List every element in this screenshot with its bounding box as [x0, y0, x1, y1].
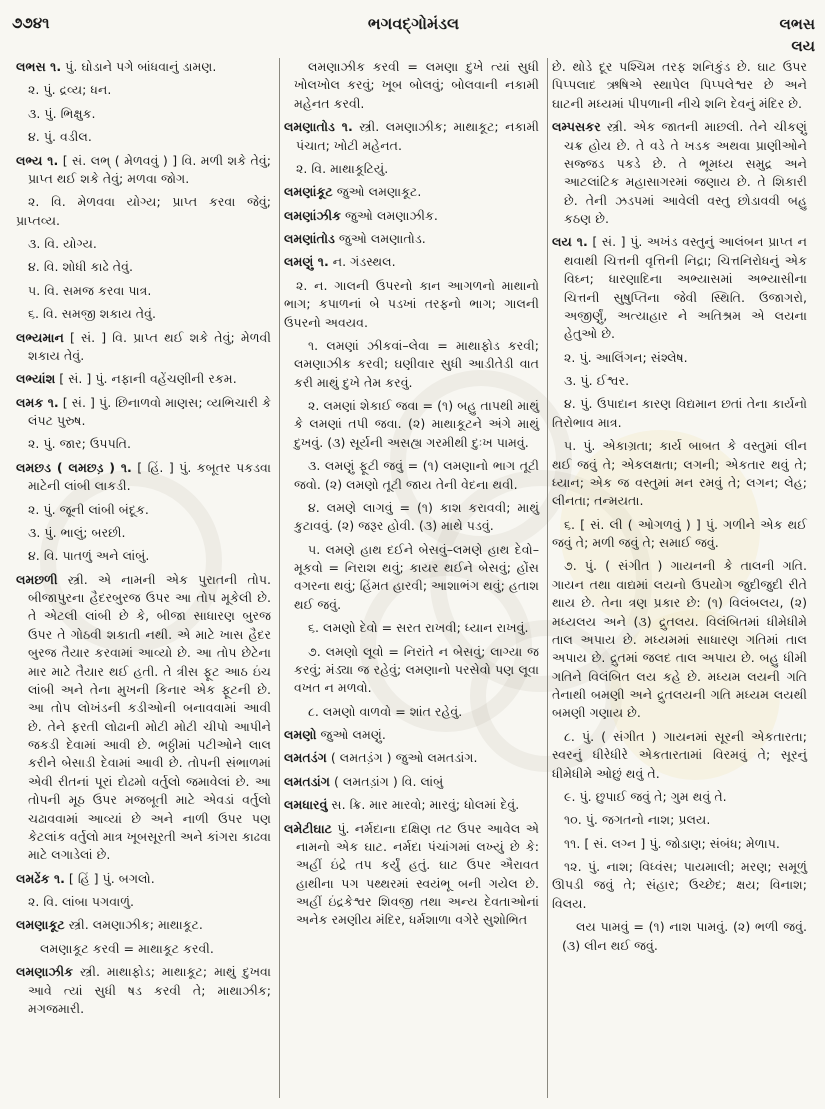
page-title: ભગવદ્ગોમંડલ [367, 14, 460, 33]
dictionary-entry: લમણાકૂટ સ્ત્રી. લમણાઝીક; માથાકૂટ. [16, 917, 203, 933]
dictionary-entry: લમણાંઝીક જુઓ લમણાઝીક. [284, 207, 438, 223]
headword: લમધારવું [284, 797, 328, 813]
dictionary-entry: લમછડ ( લમછડ઼ ) ૧. [ હિં. ] પું. કબૂતર પકડવા માટેની લાંબી લાકડી. [16, 459, 271, 494]
dictionary-paragraph: ૩. પું. ભિક્ષુક. [28, 105, 96, 121]
dictionary-paragraph: ૪. પું. ઉપાદાન કારણ વિદ્યમાન છતાં તેના કાર્યનો તિરોભાવ માત્ર. [552, 396, 807, 430]
headword: લમતડંગ [284, 750, 327, 766]
dictionary-paragraph: ૨. પું. આલિંગન; સંશ્લેષ. [564, 349, 688, 365]
headword: લમણું ૧. [284, 254, 329, 270]
headword: લમણાંઝીક [284, 207, 341, 223]
dictionary-entry: લભ્યાંશ [ સં. ] પું. નફાની વહેંચણીની રકમ. [16, 371, 237, 387]
dictionary-paragraph: લય પામવું = (૧) નાશ પામવું. (૨) ભળી જવું. (૩) લીન થઈ જવું. [562, 919, 807, 953]
dictionary-entry: લમણાંકૂટ જુઓ લમણાકૂટ. [284, 184, 422, 200]
dictionary-paragraph: ૪. લમણે લાગવું = (૧) કાશ કરાવવી; માથું કુટાવવું. (૨) જરૂર હોવી. (૩) માથે પડવું. [294, 499, 539, 534]
headword: લમણાકૂટ [16, 917, 65, 933]
headword: લભસ ૧. [16, 59, 62, 74]
headword: લમેટીઘાટ [284, 820, 332, 836]
dictionary-paragraph: ૪. વિ. શોધી કાઢે તેવું. [28, 259, 133, 275]
dictionary-paragraph: ૨. પું. જાર; ઉપપતિ. [28, 436, 131, 452]
dictionary-paragraph: ૫. લમણે હાથ દઈને બેસવું–લમણે હાથ દેવો–મૂકવો = નિરાશ થવું; કાયર થઈને બેસવું; હોંસ વગરના થવું; હિંમત હારવી; આશાભંગ થવું; હતાશ થઈ જવું. [294, 541, 539, 612]
headword: લમણો [284, 727, 317, 742]
dictionary-paragraph: ૧. લમણાં ઝીકવાં–લેવા = માથાફોડ કરવી; લમણાઝીક કરવી; ઘણીવાર સુધી આડીતેડી વાત કરી માથું દુખે તેમ કરવું. [294, 337, 539, 390]
dictionary-paragraph: ૯. પું. છુપાઈ જવું તે; ગુમ થવું તે. [564, 788, 727, 804]
dictionary-paragraph: ૨. વિ. લાંબા પગવાળું. [28, 894, 135, 909]
dictionary-entry: લમણો જુઓ લમણું. [284, 727, 386, 742]
dictionary-paragraph: ૧૧. [ સં. લગ્ન ] પું. જોડાણ; સંબંધ; મેળાપ. [564, 835, 780, 851]
dictionary-paragraph: ૨. ન. ગાલની ઉપરનો કાન આગળનો માથાનો ભાગ; કપાળનાં બે પડખાં તરફનો ભાગ; ગાલની ઉપરનો અવયવ. [284, 277, 539, 330]
headword: લમક ૧. [16, 394, 59, 410]
dictionary-paragraph: ૨. પું. જૂની લાંબી બંદૂક. [28, 501, 149, 517]
headword: લભ્ય ૧. [16, 152, 59, 168]
dictionary-paragraph: ૭. લમણો લૂવો = નિરાંતે ન બેસવું; લાગ્યા જ કરવું; મંડ્યા જ રહેવું; લમણાનો પરસેવો પણ લૂવા વખત ન મળવો. [294, 643, 539, 696]
dictionary-entry: લમતડંગ ( લમતડ઼ંગ ) જુઓ લમતડાંગ. [284, 750, 478, 766]
dictionary-paragraph: ૨. લમણાં શેકાઈ જવા = (૧) બહુ તાપથી માથું કે લમણાં તપી જવા. (૨) માથાકૂટને અંગે માથું દુખવું. (૩) સૂર્યની અસહ્ય ગરમીથી દુઃખ પામવું. [294, 398, 539, 450]
dictionary-paragraph: ૧૨. પું. નાશ; વિધ્વંસ; પાયમાલી; મરણ; સમૂળું ઊપડી જવું તે; સંહાર; ઉચ્છેદ; ક્ષય; વિનાશ; વિલય. [552, 859, 807, 911]
dictionary-entry: લભ્યમાન [ સં. ] વિ. પ્રાપ્ત થઈ શકે તેવું; મેળવી શકાય તેવું. [16, 329, 271, 363]
dictionary-paragraph: લમણાકૂટ કરવી = માથાકૂટ કરવી. [40, 940, 214, 956]
text-columns [12, 58, 815, 1098]
headword: લમઢેંક ૧. [16, 870, 65, 886]
dictionary-paragraph: ૨. પું. દ્રવ્ય; ધન. [28, 82, 112, 98]
dictionary-paragraph: ૪. પું. વડીલ. [28, 129, 92, 145]
dictionary-paragraph: લમણાઝીક કરવી = લમણા દુખે ત્યાં સુધી ખોલખોલ કરવું; ખૂબ બોલવું; બોલવાની નકામી મહેનત કરવી. [294, 59, 539, 111]
headword: લમછળી [16, 571, 58, 587]
dictionary-paragraph: ૫. પું. એકાગ્રતા; કાર્ય બાબત કે વસ્તુમાં લીન થઈ જવું તે; એકલક્ષતા; લગની; એકતાર થવું તે; ધ્યાન; એક જ વસ્તુમાં મન રમવું તે; લગન; લેહ; લીનતા; તન્મયતા. [552, 438, 807, 509]
dictionary-entry: લમ્પસકર સ્ત્રી. એક જાતની માછલી. તેને ચીકણું ચક્ર હોય છે. તે વડે તે ખડક અથવા પ્રાણીઓને સજ્જડ પકડે છે. તે ભૂમધ્ય સમુદ્ર અને આટલાંટિક મહાસાગરમાં જણાય છે. તે શિકારી છે. તેની ઝડપમાં આવેલી વસ્તુ છોડાવવી બહુ કઠણ છે. [552, 119, 807, 226]
headword: લમણાતોડ ૧. [284, 119, 353, 135]
dictionary-entry: લમણાતોડ ૧. સ્ત્રી. લમણાઝીક; માથાકૂટ; નકામી પંચાત; ખોટી મહેનત. [284, 119, 539, 153]
headword: લભ્યાંશ [16, 371, 56, 387]
guide-words [695, 14, 815, 58]
dictionary-paragraph: ૨. વિ. માથાકૂટિયું. [296, 160, 389, 176]
headword: લય ૧. [552, 234, 588, 250]
dictionary-paragraph: ૩. પું. ઈશ્વર. [564, 373, 630, 388]
dictionary-paragraph: ૨. વિ. મેળવવા યોગ્ય; પ્રાપ્ત કરવા જેવું; પ્રાપ્તવ્ય. [16, 194, 271, 228]
dictionary-entry: લભ્ય ૧. [ સં. લભ્ ( મેળવવું ) ] વિ. મળી શકે તેવું; પ્રાપ્ત થઈ શકે તેવું; મળવા જોગ. [16, 152, 271, 186]
headword: લમછડ ( લમછડ઼ ) ૧. [16, 459, 132, 475]
headword: લમતડાંગ [284, 773, 330, 789]
headword: લભ્યમાન [16, 329, 64, 345]
dictionary-entry: લમઢેંક ૧. [ હિં ] પું. બગલો. [16, 870, 155, 886]
guide-word-bottom: લય [791, 36, 815, 55]
dictionary-paragraph: ૮. લમણો વાળવો = શાંત રહેવું. [308, 703, 463, 719]
dictionary-paragraph: ૫. વિ. સમજ કરવા પાત્ર. [28, 282, 152, 298]
column-1 [12, 58, 280, 1098]
dictionary-entry: લમધારવું સ. ક્રિ. માર મારવો; મારવું; ધોલમાં દેવું. [284, 797, 520, 813]
page-header [12, 14, 815, 58]
headword: લમ્પસકર [552, 119, 601, 135]
dictionary-paragraph: ૩. લમણું ફૂટી જવું = (૧) લમણાનો ભાગ તૂટી જવો. (૨) લમણો તૂટી જાય તેની વેદના થવી. [294, 458, 539, 492]
dictionary-entry: લય ૧. [ સં. ] પું. અખંડ વસ્તુનું આલંબન પ્રાપ્ત ન થવાથી ચિત્તની વૃત્તિની નિદ્રા; ચિત્તનિરોધનું એક વિઘ્ન; ધારણાદિના અભ્યાસમાં અભ્યાસીના ચિત્તની સુષુપ્તિના જેવી સ્થિતિ. ઉજાગરો, અજીર્ણું, અત્યાહાર ને અતિશ્રમ એ લયના હેતુઓ છે. [552, 234, 807, 342]
dictionary-paragraph: ૪. વિ. પાતળું અને લાંબું. [28, 548, 150, 564]
headword: લમણાંકૂટ [284, 184, 333, 200]
dictionary-entry: લમણાંતોડ જુઓ લમણાતોડ. [284, 231, 426, 246]
dictionary-paragraph: ૬. [ સં. લી ( ઓગળવું ) ] પું. ગળીને એક થઈ જવું તે; મળી જવું તે; સમાઈ જવું. [552, 516, 807, 550]
dictionary-entry: લમેટીઘાટ પું. નર્મદાના દક્ષિણ તટ ઉપર આવેલ એ નામનો એક ઘાટ. નર્મદા પંચાંગમાં લખ્યું છે કે: અહીં ઇંદ્રે તપ કર્યું હતું. ઘાટ ઉપર ઐરાવત હાથીના પગ પથ્થરમાં સ્વયંભૂ બની ગયેલ છે. અહીં ઇંદ્રકેશ્વર શિવજી તથા અન્ય દેવતાઓનાં અનેક રમણીય મંદિર, ધર્મશાળા વગેરે સુશોભિત [284, 820, 539, 928]
dictionary-entry: લમતડાંગ ( લમતડ઼ાંગ ) વિ. લાંબું [284, 773, 444, 789]
dictionary-entry: લમછળી સ્ત્રી. એ નામની એક પુરાતની તોપ. બીજાપુરના હૈદરબુરજ ઉપર આ તોપ મૂકેલી છે. તે એટલી લાંબી છે કે, બીજા સાધારણ બુરજ ઉપર તે ગોઠવી શકાતી નથી. એ માટે ખાસ હૈદર બુરજ તૈયાર કરવામાં આવ્યો છે. આ તોપ છેટેના માર માટે તૈયાર થઈ હતી. તે ત્રીસ ફૂટ આઠ ઇંચ લાંબી અને તેના મુખની કિનાર એક ફૂટની છે. આ તોપ લોખંડની કડીઓની બનાવવામાં આવી છે. તેને ફરતી લોઢાની મોટી મોટી ચીપો આપીને જકડી દેવામાં આવી છે. ભઠ્ઠીમાં પટીઓને લાલ કરીને બેસાડી દેવામાં આવી છે. તોપની સંભાળમાં એવી રીતનાં પૂરાં દોઢમો વર્તુલો જમાવેલાં છે. આ તોપની મૂઠ ઉપર મજબૂતી માટે એવડાં વર્તુલો ચઢાવવામાં આવ્યાં છે અને નાળી ઉપર પણ કેટલાંક વર્તુલો માત્ર ખૂબસૂરતી અને કાંગરા કાઢવા માટે લગાડેલાં છે. [16, 571, 271, 863]
dictionary-paragraph: ૧૦. પું. જગતનો નાશ; પ્રલય. [564, 812, 711, 828]
dictionary-paragraph: ૮. પું. ( સંગીત ) ગાયનમાં સૂરની એકતારતા; સ્વરનું ધીરેધીરે એકતારતામાં વિરમવું તે; સૂરનું ધીમેધીમે ઓછું થવું તે. [552, 728, 807, 781]
dictionary-paragraph: ૬. વિ. સમજી શકાય તેવું. [28, 306, 156, 322]
dictionary-paragraph: ૬. લમણો દેવો = સરત રાખવી; ધ્યાન રાખવું. [308, 620, 529, 636]
dictionary-entry: લમણું ૧. ન. ગંડસ્થલ. [284, 254, 396, 270]
page-number: ૭૭૪૧ [12, 14, 50, 32]
guide-word-top: લભસ [779, 15, 815, 33]
dictionary-paragraph: ૭. પું. ( સંગીત ) ગાયનની કે તાલની ગતિ. ગાયન તથા વાદ્યમાં લયનો ઉપયોગ જુદીજુદી રીતે થાય છે. તેના ત્રણ પ્રકાર છે: (૧) વિલંબલય, (૨) મધ્યલય અને (૩) દ્રુતલય. વિલંબિતમાં ધીમેધીમે તાલ અપાય છે. મધ્યમમાં સાધારણ ગતિમાં તાલ અપાય છે. દ્રુતમાં જલદ તાલ અપાય છે. બહુ ધીમી ગતિને વિલંબિત લય કહે છે. મધ્યમ લયની ગતિ તેનાથી બમણી અને દ્રુતલયની ગતિ મધ્યમ લયથી બમણી ગણાય છે. [552, 558, 807, 721]
dictionary-paragraph: ૩. પું. ભાલું; બરછી. [28, 524, 126, 540]
column-3 [548, 58, 815, 1098]
dictionary-paragraph: છે. થોડે દૂર પશ્ચિમ તરફ શનિકુંડ છે. ઘાટ ઉપર પિપ્પલાદ ઋષિએ સ્થાપેલ પિપ્પલેશ્વર છે અને ઘાટની મધ્યમાં પીપળાની નીચે શનિ દેવનું મંદિર છે. [552, 59, 807, 111]
dictionary-entry: લભસ ૧. પું. ઘોડાને પગે બાંધવાનું ડામણ. [16, 59, 217, 74]
dictionary-entry: લમણાઝીક સ્ત્રી. માથાફોડ; માથાકૂટ; માથું દુખવા આવે ત્યાં સુધી ષડ કરવી તે; માથાઝીક; મગજમારી. [16, 964, 271, 1016]
headword: લમણાઝીક [16, 964, 73, 980]
dictionary-entry: લમક ૧. [ સં. ] પું. છિનાળવો માણસ; વ્યભિચારી કે લંપટ પુરુષ. [16, 394, 271, 428]
headword: લમણાંતોડ [284, 231, 335, 246]
dictionary-paragraph: ૩. વિ. યોગ્ય. [28, 236, 97, 251]
column-2 [280, 58, 548, 1098]
